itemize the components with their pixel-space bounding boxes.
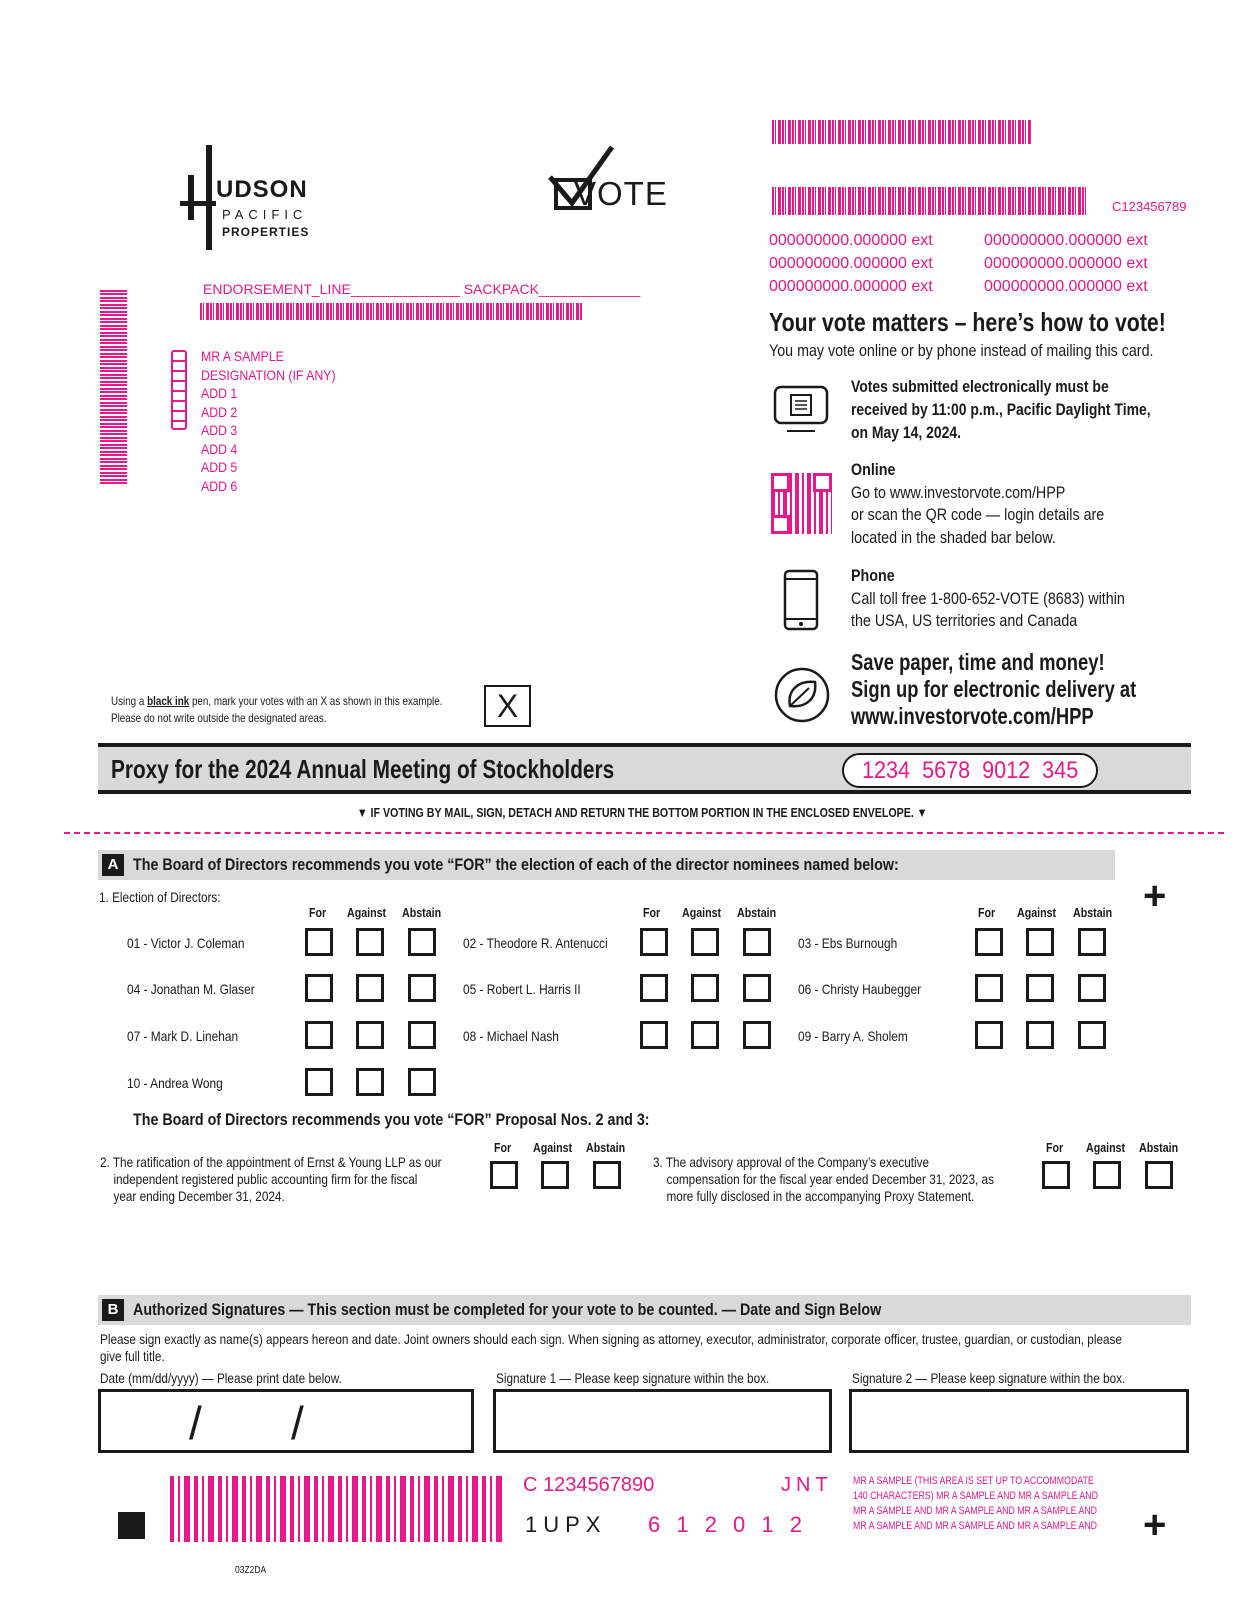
online-line: or scan the QR code — login details are [851,505,1105,524]
proxy-title: Proxy for the 2024 Annual Meeting of Stockholders [111,754,615,784]
computer-icon [773,385,829,435]
logo-bar-cross [180,201,216,206]
option-header-abstain: Abstain [737,905,777,920]
proposal-heading: The Board of Directors recommends you vote “FOR” Proposal Nos. 2 and 3: [133,1110,650,1129]
footer-name-line: MR A SAMPLE AND MR A SAMPLE AND MR A SAMPLE AND [853,1520,1098,1532]
proposal-line: 2. The ratification of the appointment of Ernst & Young LLP as our [100,1154,442,1170]
login-code [842,753,1098,788]
ink-instruction-line: Using a black ink pen, mark your votes with an X as shown in this example. [111,694,443,708]
proposal-2-text [100,1154,441,1205]
qr-finder [771,515,790,534]
control-code: C123456789 [1112,199,1187,214]
qr-code[interactable] [771,473,832,534]
footer-name-line: 140 CHARACTERS) MR A SAMPLE AND MR A SAMPLE AND [853,1490,1099,1502]
nominee-label: 08 - Michael Nash [463,1028,559,1044]
address-line: ADD 5 [201,459,238,475]
nominee-label: 09 - Barry A. Sholem [798,1028,908,1044]
leaf-icon [773,666,831,724]
phone-block [851,565,1125,633]
postal-barcode [200,303,582,320]
logo-bar-left [188,175,194,220]
form-id: 03Z2DA [235,1565,267,1576]
vote-for-checkbox[interactable] [305,928,333,956]
footer-name-line: MR A SAMPLE (THIS AREA IS SET UP TO ACCOMMODATE [853,1475,1094,1487]
company-logo [180,145,320,250]
address-line: ADD 1 [201,385,238,401]
vote-against-checkbox[interactable] [691,1021,719,1049]
vote-logo [548,145,668,215]
footer-barcode [170,1476,506,1542]
nominee-label: 02 - Theodore R. Antenucci [463,935,608,951]
phone-line[interactable]: Call toll free 1-800-652-VOTE (8683) within [851,588,1125,608]
endorsement-line: ENDORSEMENT_LINE______________ SACKPACK_____________ [203,281,641,297]
detach-line[interactable] [64,832,1224,834]
online-line: located in the shaded bar below. [851,527,1056,547]
proposal-3-text [653,1154,994,1205]
vote-against-checkbox[interactable] [1026,928,1054,956]
vote-abstain-checkbox[interactable] [743,974,771,1002]
date-label: Date (mm/dd/yyyy) — Please print date below. [100,1370,342,1386]
vote-for-checkbox[interactable] [640,928,668,956]
vote-for-checkbox[interactable] [975,1021,1003,1049]
ext-line: 000000000.000000 ext [984,232,1148,249]
black-ink-emphasis: black ink [147,694,190,708]
option-header-against: Against [1086,1140,1126,1155]
option-header-abstain: Abstain [402,905,442,920]
vote-against-checkbox[interactable] [541,1161,569,1189]
phone-icon [783,569,819,631]
ext-line: 000000000.000000 ext [769,255,933,272]
footer-code-2: JNT [781,1474,833,1496]
logo-bar-right [206,145,212,250]
section-a-letter: A [102,854,124,876]
vote-against-checkbox[interactable] [356,1021,384,1049]
barcode-top [772,120,1032,144]
vote-for-checkbox[interactable] [640,974,668,1002]
footer-code-1: C 1234567890 [523,1474,655,1496]
qr-finder [771,473,790,492]
logo-sub2: PROPERTIES [222,225,310,239]
vote-against-checkbox[interactable] [691,974,719,1002]
vote-abstain-checkbox[interactable] [1078,974,1106,1002]
deadline-line: Votes submitted electronically must be [851,377,1109,396]
option-header-for: For [309,905,327,920]
online-title: Online [851,460,896,479]
phone-title: Phone [851,566,895,585]
ext-column-right [984,229,1148,298]
qr-finder [813,473,832,492]
vote-for-checkbox[interactable] [975,928,1003,956]
deadline-text [851,375,1151,444]
nominee-label: 01 - Victor J. Coleman [127,935,245,951]
side-barcode [100,290,127,485]
proposal-line: more fully disclosed in the accompanying Proxy Statement. [666,1188,975,1204]
signature-1-field[interactable] [493,1389,832,1453]
login-code-text: 1234 5678 9012 345 [861,757,1079,784]
option-header-against: Against [347,905,387,920]
footer-name-block [853,1474,1098,1534]
detach-note: ▼ IF VOTING BY MAIL, SIGN, DETACH AND RETURN THE BOTTOM PORTION IN THE ENCLOSED ENVELOPE. ▼ [357,805,928,820]
barcode-middle [772,187,1087,215]
vote-abstain-checkbox[interactable] [743,928,771,956]
footer-name-line: MR A SAMPLE AND MR A SAMPLE AND MR A SAMPLE AND [853,1505,1098,1517]
option-header-against: Against [1017,905,1057,920]
vote-for-checkbox[interactable] [1042,1161,1070,1189]
save-line: Save paper, time and money! [851,649,1105,675]
address-block [201,347,354,495]
signature-2-field[interactable] [849,1389,1189,1453]
vote-for-checkbox[interactable] [975,974,1003,1002]
address-line: DESIGNATION (IF ANY) [201,366,336,383]
proposal-line: compensation for the fiscal year ended December 31, 2023, as [666,1171,994,1187]
vote-abstain-checkbox[interactable] [408,1068,436,1096]
deadline-line: received by 11:00 p.m., Pacific Daylight Time, [851,400,1151,419]
nominee-label: 03 - Ebs Burnough [798,935,898,951]
address-line: ADD 2 [201,403,238,420]
address-line: ADD 3 [201,422,238,438]
section-b-letter: B [102,1299,124,1321]
deadline-line: on May 14, 2024. [851,423,962,442]
nominee-label: 04 - Jonathan M. Glaser [127,981,255,997]
vote-for-checkbox[interactable] [490,1161,518,1189]
ext-line: 000000000.000000 ext [984,278,1148,295]
option-header-abstain: Abstain [586,1140,626,1155]
phone-line: the USA, US territories and Canada [851,611,1078,630]
option-header-abstain: Abstain [1073,905,1113,920]
proposal-line: independent registered public accounting firm for the fiscal [113,1171,418,1187]
option-header-for: For [978,905,996,920]
option-header-for: For [1046,1140,1064,1155]
vote-abstain-checkbox[interactable] [743,1021,771,1049]
option-header-for: For [643,905,661,920]
nominee-label: 10 - Andrea Wong [127,1075,223,1091]
nominee-label: 05 - Robert L. Harris II [463,981,581,997]
vote-against-checkbox[interactable] [1026,974,1054,1002]
proposal-line: 3. The advisory approval of the Company’s executive [653,1154,930,1170]
address-line: ADD 6 [201,477,238,494]
date-separator: / [189,1397,202,1449]
vote-for-checkbox[interactable] [305,1068,333,1096]
signature-1-label: Signature 1 — Please keep signature within the box. [496,1370,770,1386]
proxy-bar-bottom-rule [98,790,1191,794]
ink-instructions [111,693,442,727]
address-line: MR A SAMPLE [201,348,284,364]
ext-line: 000000000.000000 ext [769,232,933,249]
section-a-title: The Board of Directors recommends you vote “FOR” the election of each of the director nominees named below: [133,855,899,874]
plus-mark: + [1143,874,1167,918]
signature-instruction-line: give full title. [100,1348,165,1364]
vote-against-checkbox[interactable] [1026,1021,1054,1049]
vote-against-checkbox[interactable] [356,1068,384,1096]
option-header-against: Against [533,1140,573,1155]
save-line: Sign up for electronic delivery at [851,676,1137,702]
vote-abstain-checkbox[interactable] [408,974,436,1002]
vote-against-checkbox[interactable] [1093,1161,1121,1189]
vote-abstain-checkbox[interactable] [1078,928,1106,956]
vote-against-checkbox[interactable] [356,974,384,1002]
ext-column-left [769,229,933,298]
online-block [851,459,1104,549]
vote-headline: Your vote matters – here’s how to vote! [769,307,1166,337]
registration-mark [118,1512,145,1539]
nominee-label: 06 - Christy Haubegger [798,981,922,997]
section-b-title: Authorized Signatures — This section must be completed for your vote to be counted. — Date and Sign Below [133,1300,882,1319]
option-header-against: Against [682,905,722,920]
vote-abstain-checkbox[interactable] [1078,1021,1106,1049]
save-paper-block [851,649,1136,730]
vote-logo-text: VOTE [574,175,668,212]
vote-against-checkbox[interactable] [691,928,719,956]
vote-against-checkbox[interactable] [356,928,384,956]
option-header-abstain: Abstain [1139,1140,1179,1155]
signature-instruction-line: Please sign exactly as name(s) appears hereon and date. Joint owners should each sign. When signing as attorney, executor, administrator, corporate officer, trustee, guardian, or custodian, please [100,1331,1122,1347]
example-mark-box: X [484,685,531,727]
vote-abstain-checkbox[interactable] [408,1021,436,1049]
ink-instruction-line: Please do not write outside the designated areas. [111,711,327,725]
signature-instructions [100,1331,1122,1365]
logo-sub1: PACIFIC [222,207,308,222]
election-label: 1. Election of Directors: [99,889,221,905]
vote-for-checkbox[interactable] [640,1021,668,1049]
address-indicator [171,350,187,430]
date-field[interactable] [98,1389,474,1453]
footer-code-3: 1UPX [525,1512,607,1537]
vote-for-checkbox[interactable] [305,974,333,1002]
online-line[interactable]: Go to www.investorvote.com/HPP [851,482,1066,502]
logo-main-text: UDSON [216,176,308,203]
vote-abstain-checkbox[interactable] [593,1161,621,1189]
save-line[interactable]: www.investorvote.com/HPP [851,703,1094,729]
vote-abstain-checkbox[interactable] [1145,1161,1173,1189]
vote-for-checkbox[interactable] [305,1021,333,1049]
address-line: ADD 4 [201,440,238,457]
nominee-label: 07 - Mark D. Linehan [127,1028,239,1044]
ext-line: 000000000.000000 ext [769,278,933,295]
footer-code-4: 6 1 2 0 1 2 [648,1512,807,1537]
date-separator: / [291,1397,304,1449]
signature-2-label: Signature 2 — Please keep signature within the box. [852,1370,1126,1386]
option-header-for: For [494,1140,512,1155]
plus-mark: + [1143,1503,1167,1547]
vote-abstain-checkbox[interactable] [408,928,436,956]
ext-line: 000000000.000000 ext [984,255,1148,272]
proposal-line: year ending December 31, 2024. [113,1188,285,1204]
vote-subline: You may vote online or by phone instead of mailing this card. [769,341,1154,360]
